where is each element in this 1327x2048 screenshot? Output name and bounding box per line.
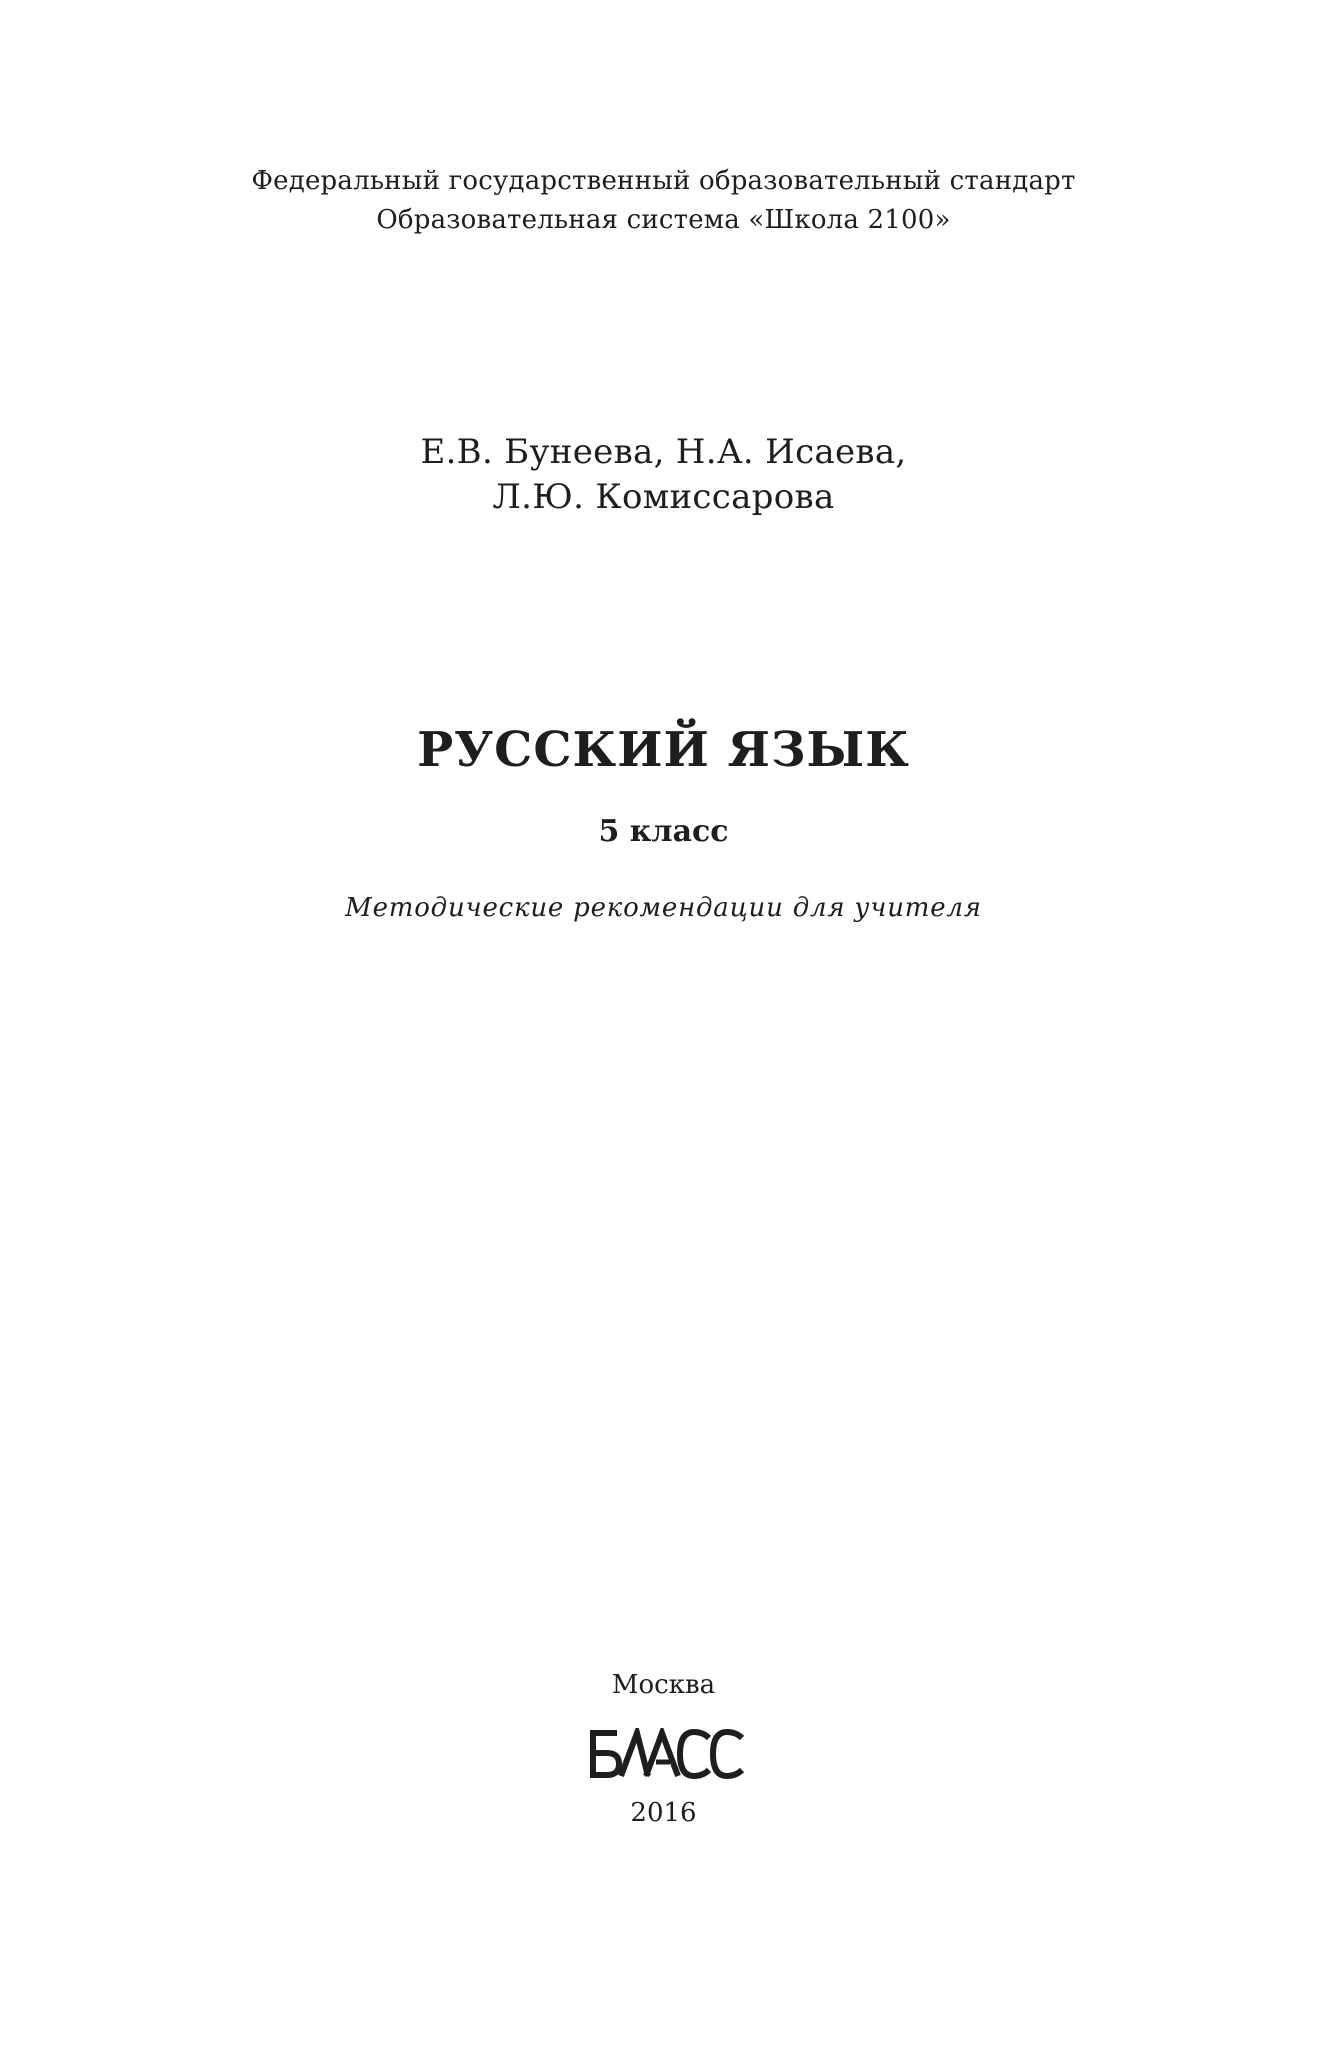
book-title: РУССКИЙ ЯЗЫК bbox=[417, 722, 910, 778]
authors-line-1: Е.В. Бунеева, Н.А. Исаева, bbox=[420, 432, 907, 472]
publisher-logo bbox=[588, 1728, 746, 1780]
publication-year: 2016 bbox=[630, 1798, 697, 1828]
grade-label: 5 класс bbox=[598, 814, 729, 849]
education-system-line: Образовательная система «Школа 2100» bbox=[376, 205, 951, 235]
authors-line-2: Л.Ю. Комиссарова bbox=[492, 477, 835, 517]
publisher-city: Москва bbox=[611, 1670, 716, 1700]
book-subtitle: Методические рекомендации для учителя bbox=[345, 893, 982, 923]
standard-line: Федеральный государственный образовательный стандарт bbox=[251, 166, 1076, 196]
